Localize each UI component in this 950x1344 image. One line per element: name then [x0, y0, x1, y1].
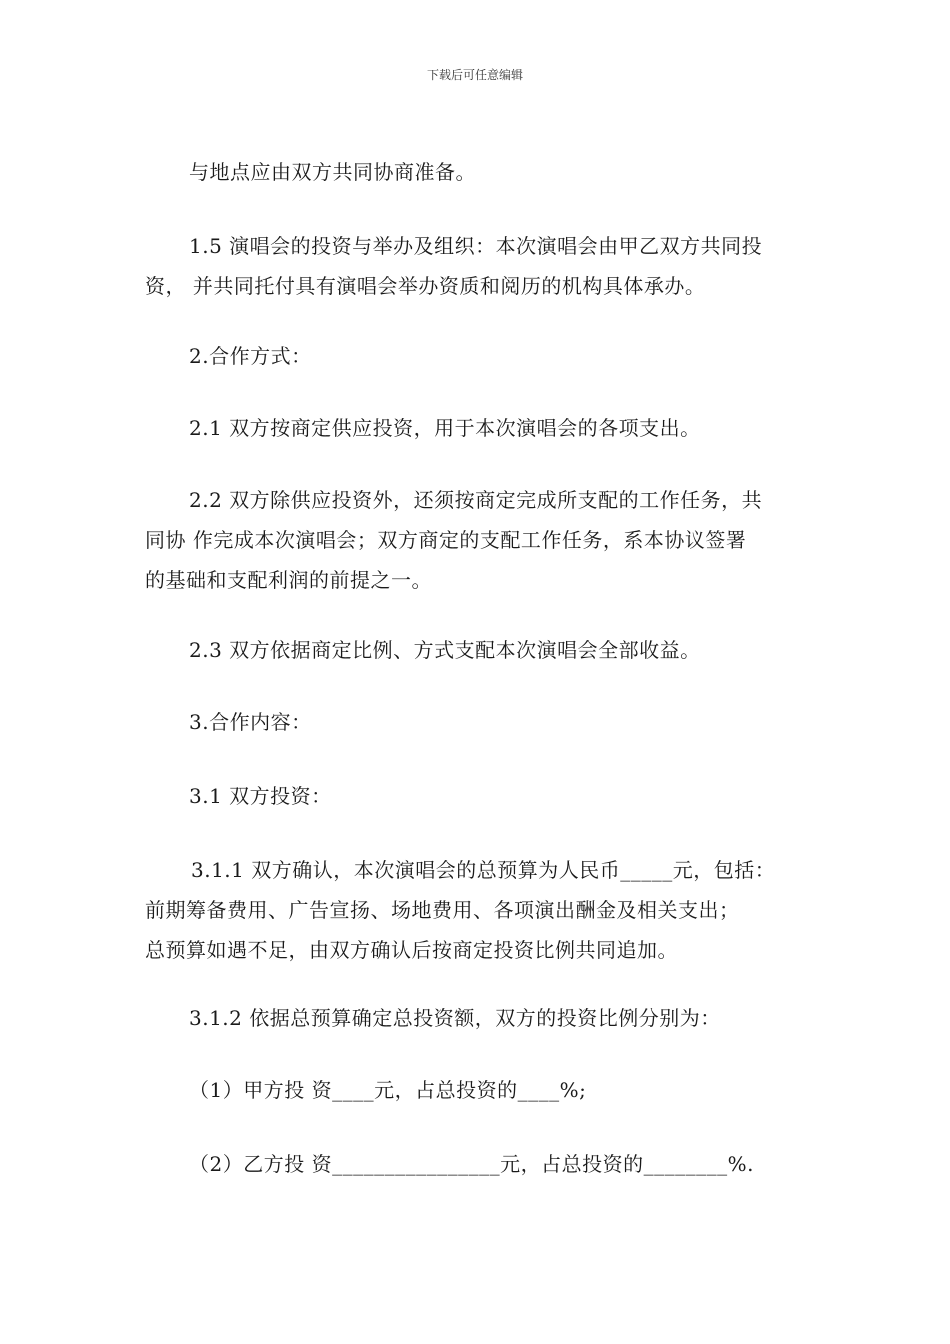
paragraph-line: 2.3 双方依据商定比例、方式支配本次演唱会全部收益。 [189, 638, 701, 662]
paragraph-line: 2.合作方式： [189, 344, 312, 368]
paragraph-line: 资， 并共同托付具有演唱会举办资质和阅历的机构具体承办。 [145, 274, 706, 298]
paragraph-party-b-investment [145, 1144, 835, 1184]
paragraph-line: 同协 作完成本次演唱会；双方商定的支配工作任务，系本协议签署 [145, 528, 747, 552]
paragraph-line: 前期筹备费用、广告宣扬、场地费用、各项演出酬金及相关支出； [145, 898, 740, 922]
paragraph-party-a-investment [145, 1070, 835, 1110]
paragraph-line: 2.1 双方按商定供应投资，用于本次演唱会的各项支出。 [189, 416, 701, 440]
paragraph-line: （2）乙方投 资________________元，占总投资的________%. [189, 1152, 754, 1176]
paragraph-3 [145, 702, 835, 742]
paragraph-3-1 [145, 776, 835, 816]
paragraph-venue [145, 152, 835, 192]
paragraph-2-1 [145, 408, 835, 448]
paragraph-line: 3.1.2 依据总预算确定总投资额，双方的投资比例分别为： [189, 1006, 721, 1030]
paragraph-2-2 [145, 480, 835, 600]
paragraph-line: 3.合作内容： [189, 710, 312, 734]
paragraph-2-3 [145, 630, 835, 670]
paragraph-line: 1.5 演唱会的投资与举办及组织：本次演唱会由甲乙双方共同投 [189, 234, 763, 258]
paragraph-1-5 [145, 226, 835, 306]
page-header: 下载后可任意编辑 [426, 68, 523, 82]
paragraph-line: 总预算如遇不足，由双方确认后按商定投资比例共同追加。 [145, 938, 678, 962]
paragraph-3-1-2 [145, 998, 835, 1038]
paragraph-line: 3.1 双方投资： [189, 784, 332, 808]
paragraph-line: 2.2 双方除供应投资外，还须按商定完成所支配的工作任务，共 [189, 488, 763, 512]
paragraph-line: 与地点应由双方共同协商准备。 [189, 160, 476, 184]
paragraph-3-1-1 [145, 850, 835, 970]
paragraph-2 [145, 336, 835, 376]
paragraph-line: 的基础和支配利润的前提之一。 [145, 568, 432, 592]
paragraph-line: 3.1.1 双方确认，本次演唱会的总预算为人民币_____元，包括： [191, 858, 776, 882]
paragraph-line: （1）甲方投 资____元，占总投资的____%; [189, 1078, 587, 1102]
